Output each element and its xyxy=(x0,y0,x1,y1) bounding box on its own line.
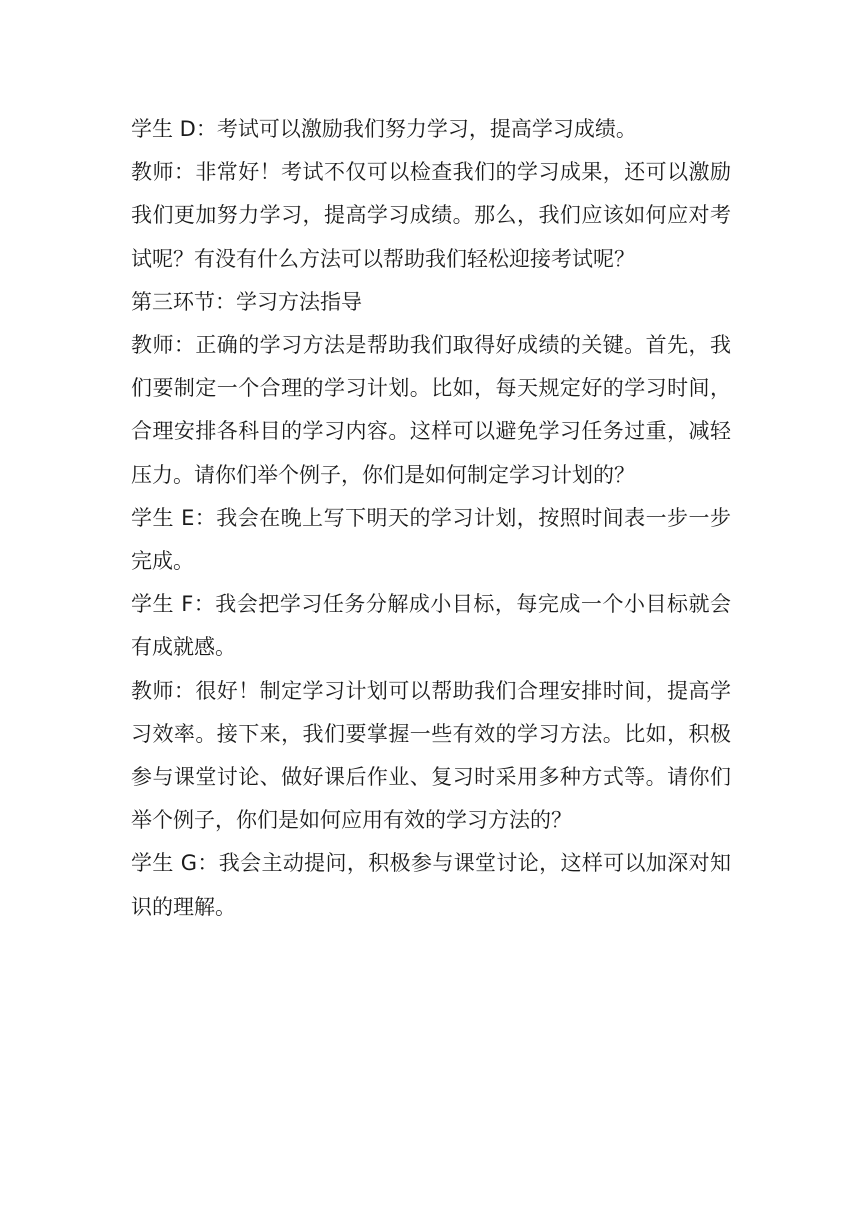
paragraph-student-d: 学生 D：考试可以激励我们努力学习，提高学习成绩。 xyxy=(131,117,637,141)
paragraph-student-g: 学生 G：我会主动提问，积极参与课堂讨论，这样可以加深对知识的理解。 xyxy=(131,851,731,919)
section-heading: 第三环节：学习方法指导 xyxy=(131,289,362,314)
paragraph-student-e: 学生 E：我会在晚上写下明天的学习计划，按照时间表一步一步完成。 xyxy=(131,505,731,574)
paragraph-teacher-plan: 教师：很好！制定学习计划可以帮助我们合理安排时间，提高学习效率。接下来，我们要掌握一些有效的学习方法。比如，积极参与课堂讨论、做好课后作业、复习时采用多种方式等。请你们举个例子，你们是如何应用有效的学习方法的？ xyxy=(131,678,731,833)
paragraph-teacher-exam: 教师：非常好！考试不仅可以检查我们的学习成果，还可以激励我们更加努力学习，提高学习成绩。那么，我们应该如何应对考试呢？有没有什么方法可以帮助我们轻松迎接考试呢？ xyxy=(131,160,731,271)
paragraph-teacher-method: 教师：正确的学习方法是帮助我们取得好成绩的关键。首先，我们要制定一个合理的学习计划。比如，每天规定好的学习时间，合理安排各科目的学习内容。这样可以避免学习任务过重，减轻压力。请你们举个例子，你们是如何制定学习计划的？ xyxy=(131,333,731,487)
document-body xyxy=(131,108,731,929)
paragraph-student-f: 学生 F：我会把学习任务分解成小目标，每完成一个小目标就会有成就感。 xyxy=(131,592,731,660)
